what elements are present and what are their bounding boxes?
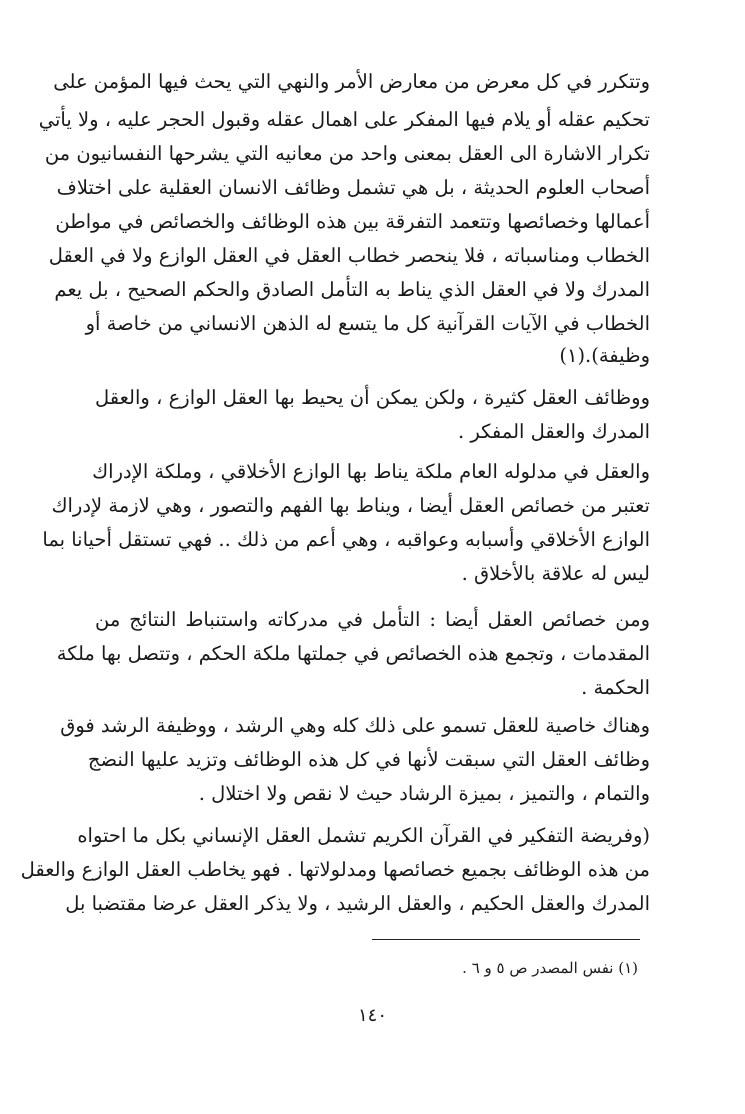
text-line: (وفريضة التفكير في القرآن الكريم تشمل العقل الإنساني بكل ما احتواه (77, 824, 650, 847)
text-line: وظائف العقل التي سبقت لأنها في كل هذه الوظائف وتزيد عليها النضج (87, 748, 650, 771)
text-line: المدرك والعقل المفكر . (458, 420, 650, 443)
text-line: ووظائف العقل كثيرة ، ولكن يمكن أن يحيط بها العقل الوازع ، والعقل (95, 386, 650, 409)
text-line: وتتكرر في كل معرض من معارض الأمر والنهي التي يحث فيها المؤمن على (53, 70, 650, 93)
text-line: تكرار الاشارة الى العقل بمعنى واحد من معانيه التي يشرحها النفسانيون من (44, 142, 650, 165)
text-line: ليس له علاقة بالأخلاق . (461, 562, 650, 585)
text-line: تحكيم عقله أو يلام فيها المفكر على اهمال عقله وقبول الحجر عليه ، ولا يأتي (38, 108, 650, 131)
text-line: أعمالها وخصائصها وتتعمد التفرقة بين هذه الوظائف والخصائص في مواطن (55, 210, 650, 233)
page-number: ١٤٠ (357, 1005, 387, 1026)
text-line: ومن خصائص العقل أيضا : التأمل في مدركاته واستنباط النتائج من (95, 608, 650, 631)
text-line: المدرك ولا في العقل الذي يناط به التأمل الصادق والحكم الصحيح ، بل يعم (54, 278, 650, 301)
text-line: الحكمة . (581, 676, 650, 699)
text-line: الوازع الأخلاقي وأسبابه وعواقبه ، وهي أعم من ذلك .. فهي تستقل أحيانا بما (42, 528, 650, 551)
text-line: وهناك خاصية للعقل تسمو على ذلك كله وهي الرشد ، ووظيفة الرشد فوق (60, 714, 650, 737)
text-line: المدرك والعقل الحكيم ، والعقل الرشيد ، ولا يذكر العقل عرضا مقتضبا بل (65, 892, 650, 915)
text-line: أصحاب العلوم الحديثة ، بل هي تشمل وظائف الانسان العقلية على اختلاف (56, 176, 650, 199)
text-line: وظيفة).(١) (559, 344, 650, 367)
footnote-divider (372, 939, 640, 940)
text-line: من هذه الوظائف بجميع خصائصها ومدلولاتها . فهو يخاطب العقل الوازع والعقل (20, 858, 650, 881)
text-line: والتمام ، والتميز ، بميزة الرشاد حيث لا نقص ولا اختلال . (198, 782, 650, 805)
text-line: الخطاب في الآيات القرآنية كل ما يتسع له الذهن الانساني من خاصة أو (85, 312, 650, 335)
footnote: (١) نفس المصدر ص ٥ و ٦ . (462, 959, 638, 977)
text-line: تعتبر من خصائص العقل أيضا ، ويناط بها الفهم والتصور ، وهي لازمة لإدراك (51, 494, 650, 517)
text-line: الخطاب ومناسباته ، فلا ينحصر خطاب العقل في العقل الوازع ولا في العقل (48, 244, 650, 267)
text-line: والعقل في مدلوله العام ملكة يناط بها الوازع الأخلاقي ، وملكة الإدراك (92, 460, 650, 483)
text-line: المقدمات ، وتجمع هذه الخصائص في جملتها ملكة الحكم ، وتتصل بها ملكة (56, 642, 650, 665)
